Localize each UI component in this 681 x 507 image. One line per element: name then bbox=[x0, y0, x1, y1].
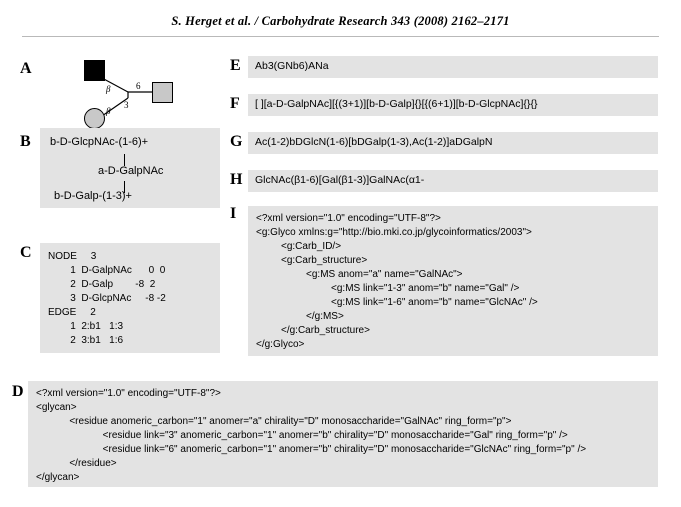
glcnac-square-black-icon bbox=[84, 60, 105, 81]
panel-c-line-2: 2 D-Galp -8 2 bbox=[48, 279, 156, 290]
panel-d-box bbox=[28, 381, 658, 487]
panel-g-box bbox=[248, 132, 658, 154]
panel-b-line2: a-D-GalpNAc bbox=[98, 165, 164, 177]
label-beta-top: β bbox=[106, 84, 111, 94]
panel-g-text: Ac(1-2)bDGlcN(1-6)[bDGalp(1-3),Ac(1-2)]aDGalpN bbox=[255, 136, 493, 148]
panel-c-line-1: 1 D-GalpNAc 0 0 bbox=[48, 265, 166, 276]
panel-h-box bbox=[248, 170, 658, 192]
label-three: 3 bbox=[124, 100, 129, 110]
panel-i-line-4: <g:MS anom="a" name="GalNAc"> bbox=[256, 269, 463, 280]
panel-d-line-6: </glycan> bbox=[36, 472, 80, 483]
label-beta-bottom: β bbox=[106, 106, 111, 116]
panel-i-line-6: <g:MS link="1-6" anom="b" name="GlcNAc" /> bbox=[256, 297, 538, 308]
panel-b-box bbox=[40, 128, 220, 208]
panel-letter-e: E bbox=[230, 57, 241, 74]
panel-d-line-2: <residue anomeric_carbon="1" anomer="a" chirality="D" monosaccharide="GalNAc" ring_form="p"> bbox=[36, 416, 512, 427]
running-head: S. Herget et al. / Carbohydrate Research 343 (2008) 2162–2171 bbox=[171, 14, 510, 28]
panel-c-line-0: NODE 3 bbox=[48, 251, 97, 262]
panel-c-line-6: 2 3:b1 1:6 bbox=[48, 335, 124, 346]
label-six: 6 bbox=[136, 81, 141, 91]
panel-d-line-1: <glycan> bbox=[36, 402, 77, 413]
panel-h-text: GlcNAc(β1-6)[Gal(β1-3)]GalNAc(α1- bbox=[255, 174, 425, 186]
galnac-square-gray-icon bbox=[152, 82, 173, 103]
panel-c-line-5: 1 2:b1 1:3 bbox=[48, 321, 124, 332]
panel-d-line-5: </residue> bbox=[36, 458, 117, 469]
panel-letter-b: B bbox=[20, 133, 31, 150]
panel-c-line-3: 3 D-GlcpNAc -8 -2 bbox=[48, 293, 166, 304]
panel-i-line-1: <g:Glyco xmlns:g="http://bio.mki.co.jp/glycoinformatics/2003"> bbox=[256, 227, 532, 238]
panel-c-line-4: EDGE 2 bbox=[48, 307, 96, 318]
panel-i-line-8: </g:Carb_structure> bbox=[256, 325, 370, 336]
panel-c-box bbox=[40, 243, 220, 353]
panel-letter-a: A bbox=[20, 60, 32, 77]
panel-i-line-7: </g:MS> bbox=[256, 311, 344, 322]
panel-d-line-3: <residue link="3" anomeric_carbon="1" anomer="b" chirality="D" monosaccharide="Gal" ring_form="p" /> bbox=[36, 430, 568, 441]
panel-letter-c: C bbox=[20, 244, 32, 261]
panel-i-line-3: <g:Carb_structure> bbox=[256, 255, 368, 266]
panel-i-line-2: <g:Carb_ID/> bbox=[256, 241, 342, 252]
panel-i-line-9: </g:Glyco> bbox=[256, 339, 305, 350]
panel-i-box bbox=[248, 206, 658, 356]
panel-letter-g: G bbox=[230, 133, 243, 150]
panel-letter-f: F bbox=[230, 95, 240, 112]
panel-f-text: [ ][a-D-GalpNAc][{(3+1)][b-D-Galp]{}[{(6+1)][b-D-GlcpNAc]{}{} bbox=[255, 98, 538, 110]
panel-letter-h: H bbox=[230, 171, 243, 188]
panel-b-line1: b-D-GlcpNAc-(1-6)+ bbox=[50, 136, 149, 148]
panel-b-line3: b-D-Galp-(1-3)+ bbox=[54, 190, 132, 202]
panel-e-box bbox=[248, 56, 658, 78]
panel-letter-d: D bbox=[12, 383, 24, 400]
gal-circle-gray-icon bbox=[84, 108, 105, 129]
panel-f-box bbox=[248, 94, 658, 116]
panel-i-line-0: <?xml version="1.0" encoding="UTF-8"?> bbox=[256, 213, 441, 224]
panel-d-line-0: <?xml version="1.0" encoding="UTF-8"?> bbox=[36, 388, 221, 399]
panel-i-line-5: <g:MS link="1-3" anom="b" name="Gal" /> bbox=[256, 283, 520, 294]
panel-letter-i: I bbox=[230, 205, 237, 222]
header-divider bbox=[22, 36, 659, 37]
panel-e-text: Ab3(GNb6)ANa bbox=[255, 60, 329, 72]
panel-d-line-4: <residue link="6" anomeric_carbon="1" anomer="b" chirality="D" monosaccharide="GlcNAc" ring_form="p" /> bbox=[36, 444, 587, 455]
